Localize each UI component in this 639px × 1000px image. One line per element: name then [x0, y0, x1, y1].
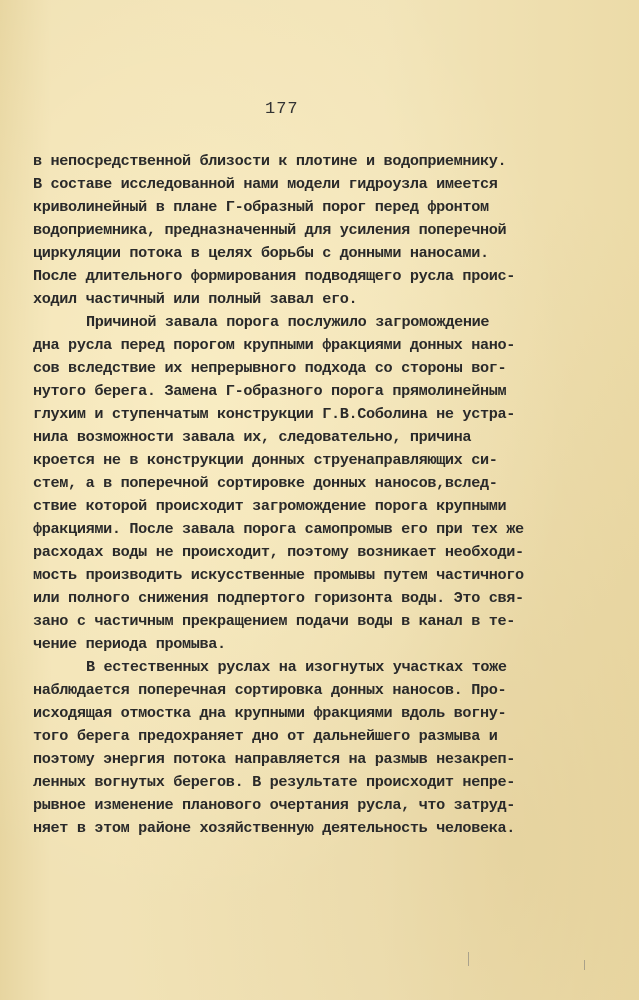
text-line: зано с частичным прекращением подачи воды в канал в те-: [33, 612, 516, 630]
text-line: водоприемника, предназначенный для усиления поперечной: [33, 221, 507, 239]
text-line: ходил частичный или полный завал его.: [33, 290, 358, 308]
text-line: После длительного формирования подводящего русла проис-: [33, 267, 516, 285]
text-line: нутого берега. Замена Г-образного порога прямолинейным: [33, 382, 507, 400]
text-line: В составе исследованной нами модели гидроузла имеется: [33, 175, 498, 193]
text-line: поэтому энергия потока направляется на размыв незакреп-: [33, 750, 516, 768]
text-line paragraph-start: В естественных руслах на изогнутых участках тоже: [86, 658, 507, 676]
text-line: сов вследствие их непрерывного подхода со стороны вог-: [33, 359, 507, 377]
text-line: ленных вогнутых берегов. В результате происходит непре-: [33, 773, 516, 791]
text-line: чение периода промыва.: [33, 635, 226, 653]
text-line: расходах воды не происходит, поэтому возникает необходи-: [33, 543, 524, 561]
text-line: или полного снижения подпертого горизонта воды. Это свя-: [33, 589, 524, 607]
text-line: в непосредственной близости к плотине и водоприемнику.: [33, 152, 507, 170]
text-line: циркуляции потока в целях борьбы с донными наносами.: [33, 244, 489, 262]
text-line: нила возможности завала их, следовательно, причина: [33, 428, 472, 446]
text-line: рывное изменение планового очертания русла, что затруд-: [33, 796, 516, 814]
scan-mark: [468, 952, 469, 966]
text-line: кроется не в конструкции донных струенаправляющих си-: [33, 451, 498, 469]
page-number: 177: [265, 100, 299, 119]
scan-mark: [584, 960, 585, 970]
text-line: исходящая отмостка дна крупными фракциями вдоль вогну-: [33, 704, 507, 722]
text-line: того берега предохраняет дно от дальнейшего размыва и: [33, 727, 498, 745]
text-line paragraph-start: Причиной завала порога послужило загромождение: [86, 313, 490, 331]
text-line: криволинейный в плане Г-образный порог перед фронтом: [33, 198, 489, 216]
text-line: ствие которой происходит загромождение порога крупными: [33, 497, 507, 515]
text-line: стем, а в поперечной сортировке донных наносов,вслед-: [33, 474, 498, 492]
text-line: наблюдается поперечная сортировка донных наносов. Про-: [33, 681, 507, 699]
text-line: няет в этом районе хозяйственную деятельность человека.: [33, 819, 516, 837]
text-line: фракциями. После завала порога самопромыв его при тех же: [33, 520, 524, 538]
text-line: глухим и ступенчатым конструкции Г.В.Соболина не устра-: [33, 405, 516, 423]
text-line: дна русла перед порогом крупными фракциями донных нано-: [33, 336, 516, 354]
text-line: мость производить искусственные промывы путем частичного: [33, 566, 524, 584]
